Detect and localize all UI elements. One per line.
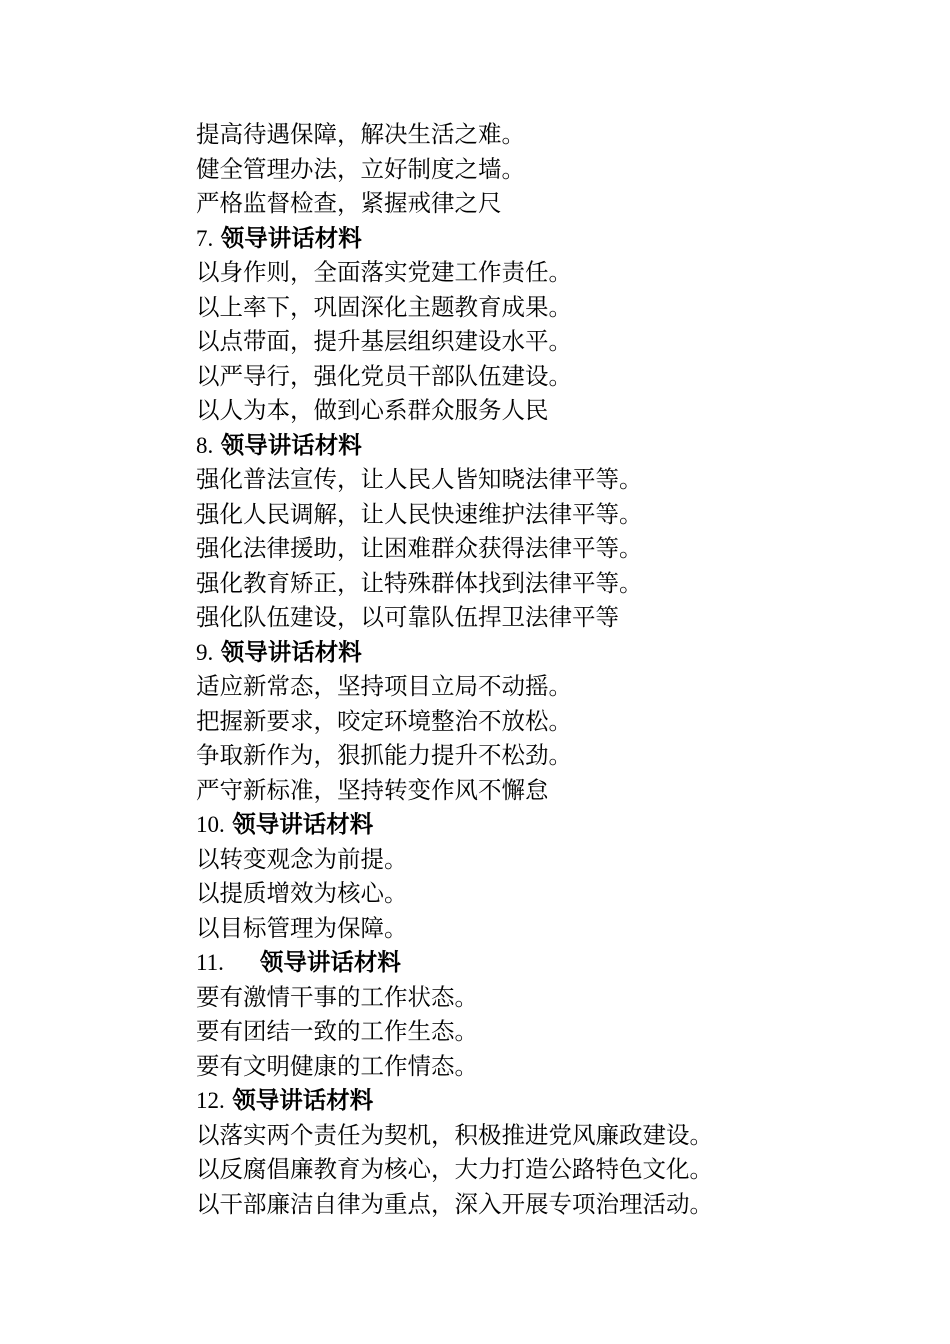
body-line: 要有激情干事的工作状态。 xyxy=(196,982,478,1011)
section-title: 领导讲话材料 xyxy=(259,948,401,976)
body-line: 以干部廉洁自律为重点，深入开展专项治理活动。 xyxy=(196,1189,713,1218)
body-line: 以落实两个责任为契机，积极推进党风廉政建设。 xyxy=(196,1120,713,1149)
body-line: 强化教育矫正，让特殊群体找到法律平等。 xyxy=(196,568,643,597)
body-line: 强化普法宣传，让人民人皆知晓法律平等。 xyxy=(196,465,643,493)
section-number: 9. xyxy=(196,639,214,665)
body-line: 要有团结一致的工作生态。 xyxy=(196,1017,478,1045)
body-line: 提高待遇保障，解决生活之难。 xyxy=(196,120,525,148)
body-line: 以转变观念为前提。 xyxy=(196,844,408,873)
body-line: 强化法律援助，让困难群众获得法律平等。 xyxy=(196,534,643,562)
body-line: 严格监督检查，紧握戒律之尺 xyxy=(196,189,502,217)
body-line: 强化队伍建设，以可靠队伍捍卫法律平等 xyxy=(196,603,619,631)
section-title: 领导讲话材料 xyxy=(232,810,374,838)
body-line: 适应新常态，坚持项目立局不动摇。 xyxy=(196,672,572,700)
body-line: 以点带面，提升基层组织建设水平。 xyxy=(196,327,572,355)
body-line: 以严导行，强化党员干部队伍建设。 xyxy=(196,361,572,390)
section-heading-12 xyxy=(196,1083,896,1118)
body-line: 以人为本，做到心系群众服务人民 xyxy=(196,396,549,424)
section-heading-9 xyxy=(196,635,896,670)
section-number: 10. xyxy=(196,812,225,837)
section-number: 12. xyxy=(196,1088,225,1113)
body-line: 以身作则，全面落实党建工作责任。 xyxy=(196,258,572,286)
body-line: 以上率下，巩固深化主题教育成果。 xyxy=(196,292,572,321)
section-title: 领导讲话材料 xyxy=(220,430,362,459)
section-heading-7 xyxy=(196,221,896,256)
section-number: 8. xyxy=(196,432,214,458)
body-line: 以提质增效为核心。 xyxy=(196,879,408,907)
body-line: 以目标管理为保障。 xyxy=(196,913,408,942)
section-heading-8 xyxy=(196,428,896,463)
document-body xyxy=(196,117,896,1221)
body-line: 争取新作为，狠抓能力提升不松劲。 xyxy=(196,741,572,769)
section-heading-10 xyxy=(196,807,896,842)
body-line: 健全管理办法，立好制度之墙。 xyxy=(196,154,525,183)
section-title: 领导讲话材料 xyxy=(232,1086,374,1114)
body-line: 把握新要求，咬定环境整治不放松。 xyxy=(196,706,572,735)
body-line: 严守新标准，坚持转变作风不懈怠 xyxy=(196,775,549,804)
body-line: 强化人民调解，让人民快速维护法律平等。 xyxy=(196,499,643,528)
section-title: 领导讲话材料 xyxy=(220,637,362,666)
body-line: 以反腐倡廉教育为核心，大力打造公路特色文化。 xyxy=(196,1155,713,1183)
body-line: 要有文明健康的工作情态。 xyxy=(196,1051,478,1080)
section-number: 7. xyxy=(196,225,214,251)
section-title: 领导讲话材料 xyxy=(220,223,362,252)
section-number: 11. xyxy=(196,950,224,975)
section-heading-11 xyxy=(196,945,896,980)
